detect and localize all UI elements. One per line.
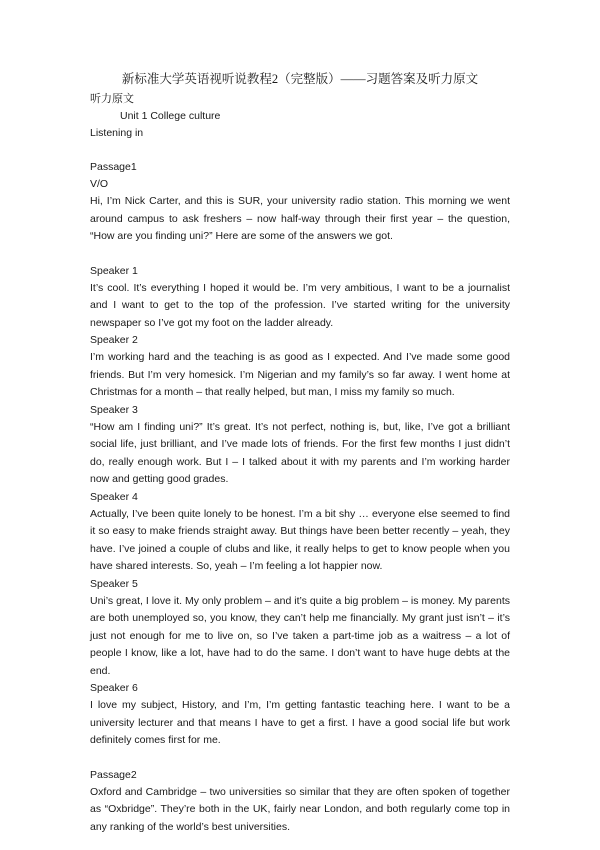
speaker-6-text: I love my subject, History, and I’m, I’m getting fantastic teaching here. I want to be a university lecturer and that means I have to get a first. I have a good social life but work definitely comes first for me. [90,699,510,746]
passage1-intro: Hi, I’m Nick Carter, and this is SUR, your university radio station. This morning we went around campus to ask freshers – now half-way through their first year – the question, “How are you finding uni?” Here are some of the answers we got. [90,195,510,242]
speaker-1-text: It’s cool. It’s everything I hoped it would be. I’m very ambitious, I want to be a journalist and I want to get to the top of the profession. I’ve started writing for the university newspaper so I’ve got my foot on the ladder already. [90,281,510,329]
speaker-5-label: Speaker 5 [90,577,138,590]
speaker-6-label: Speaker 6 [90,682,138,694]
speaker-4-text: Actually, I’ve been quite lonely to be honest. I’m a bit shy … everyone else seemed to find it so easy to make friends straight away. But things have been better recently – yeah, they have. I’ve joined a couple of clubs and like, it really helps to get to know people when you have shared interests. So, yeah – I’m feeling a lot happier now. [90,507,510,572]
speaker-2-text: I’m working hard and the teaching is as good as I expected. And I’ve made some good friends. But I’m very homesick. I’m Nigerian and my family’s so far away. I went home at Christmas for a month – that really helped, but man, I miss my family so much. [90,351,510,398]
speaker-1-label: Speaker 1 [90,264,138,277]
section-heading: Listening in [90,127,144,139]
document-title: 新标准大学英语视听说教程2（完整版）——习题答案及听力原文 [121,72,479,86]
passage2-label: Passage2 [90,768,137,781]
speaker-3-text: “How am I finding uni?” It’s great. It’s not perfect, nothing is, but, like, I’ve got a brilliant social life, just brilliant, and I’ve made lots of friends. For the first few months I just didn’t do, really enough work. But I – I talked about it with my parents and I’m working harder now and getting good grades. [90,420,510,485]
speaker-5-text: Uni’s great, I love it. My only problem – and it’s quite a big problem – is money. My parents are both unemployed so, you know, they can’t help me financially. My grant just isn’t – it’s just not enough for me to live on, so I’ve taken a part-time job as a waitress – a lot of people I know, like a lot, have had to do the same. I don’t want to have huge debts at the end. [90,594,510,677]
speaker-2-label: Speaker 2 [90,334,138,346]
passage1-label: Passage1 [90,161,137,173]
passage2-text: Oxford and Cambridge – two universities so similar that they are often spoken of together as “Oxbridge”. They’re both in the UK, fairly near London, and both regularly come top in any ranking of the world’s best universities. [90,785,510,833]
speaker-3-label: Speaker 3 [90,403,138,416]
unit-heading: Unit 1 College culture [120,110,221,122]
speaker-4-label: Speaker 4 [90,490,138,503]
vo-label: V/O [90,178,109,190]
document-subtitle: 听力原文 [90,93,134,105]
